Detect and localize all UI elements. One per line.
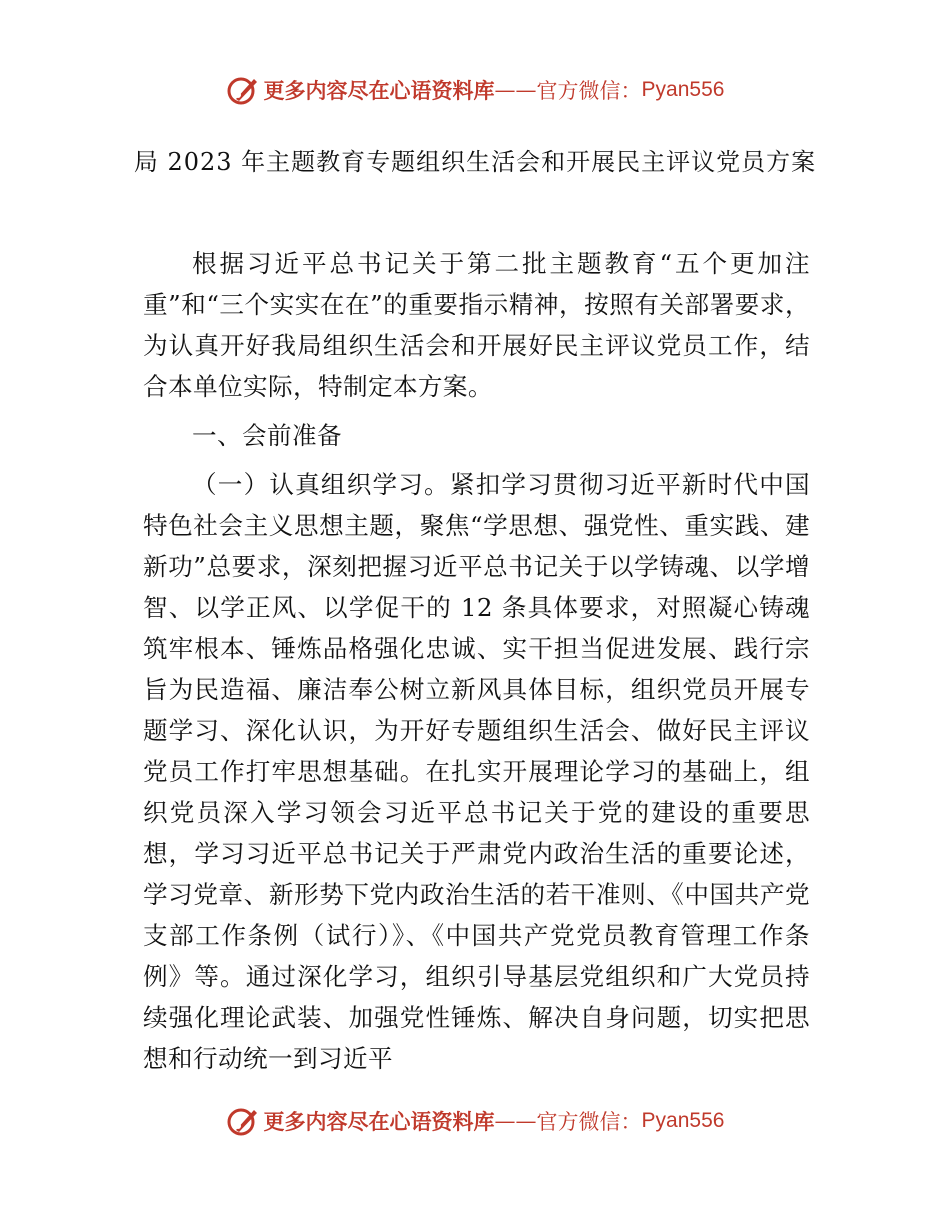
document-title: 局 2023 年主题教育专题组织生活会和开展民主评议党员方案 bbox=[133, 148, 817, 176]
footer-contact-label: 官方微信： bbox=[536, 1110, 642, 1134]
footer-watermark-banner bbox=[0, 1101, 950, 1141]
section-heading: 一、会前准备 bbox=[192, 421, 342, 450]
study-paragraph: （一）认真组织学习。紧扣学习贯彻习近平新时代中国特色社会主义思想主题，聚焦“学思想、强党性、重实践、建新功”总要求，深刻把握习近平总书记关于以学铸魂、以学增智、以学正风、以学促干的 12 条具体要求，对照凝心铸魂筑牢根本、锤炼品格强化忠诚、实干担当促进发展、践行宗旨为民造福、廉洁奉公树立新风具体目标，组织党员开展专题学习、深化认识，为开好专题组织生活会、做好民主评议党员工作打牢思想基础。在扎实开展理论学习的基础上，组织党员深入学习领会习近平总书记关于党的建设的重要思想，学习习近平总书记关于严肃党内政治生活的重要论述，学习党章、新形势下党内政治生活的若干准则、《中国共产党支部工作条例（试行）》、《中国共产党党员教育管理工作条例》等。通过深化学习，组织引导基层党组织和广大党员持续强化理论武装、加强党性锤炼、解决自身问题，切实把思想和行动统一到习近平 bbox=[143, 470, 810, 1073]
header-contact-label: 官方微信： bbox=[536, 79, 642, 103]
header-dash: —— bbox=[494, 78, 537, 102]
footer-dash: —— bbox=[494, 1109, 537, 1133]
quill-logo-icon bbox=[226, 1104, 260, 1138]
footer-site-text: 更多内容尽在心语资料库 bbox=[263, 1109, 495, 1134]
header-watermark-banner bbox=[0, 70, 950, 110]
document-body bbox=[143, 243, 810, 1087]
header-wechat-handle: Pyan556 bbox=[641, 78, 725, 101]
quill-logo-icon bbox=[226, 73, 260, 107]
header-site-text: 更多内容尽在心语资料库 bbox=[263, 78, 495, 103]
intro-paragraph: 根据习近平总书记关于第二批主题教育“五个更加注重”和“三个实实在在”的重要指示精神，按照有关部署要求，为认真开好我局组织生活会和开展好民主评议党员工作，结合本单位实际，特制定本方案。 bbox=[143, 249, 810, 401]
footer-wechat-handle: Pyan556 bbox=[641, 1109, 725, 1132]
